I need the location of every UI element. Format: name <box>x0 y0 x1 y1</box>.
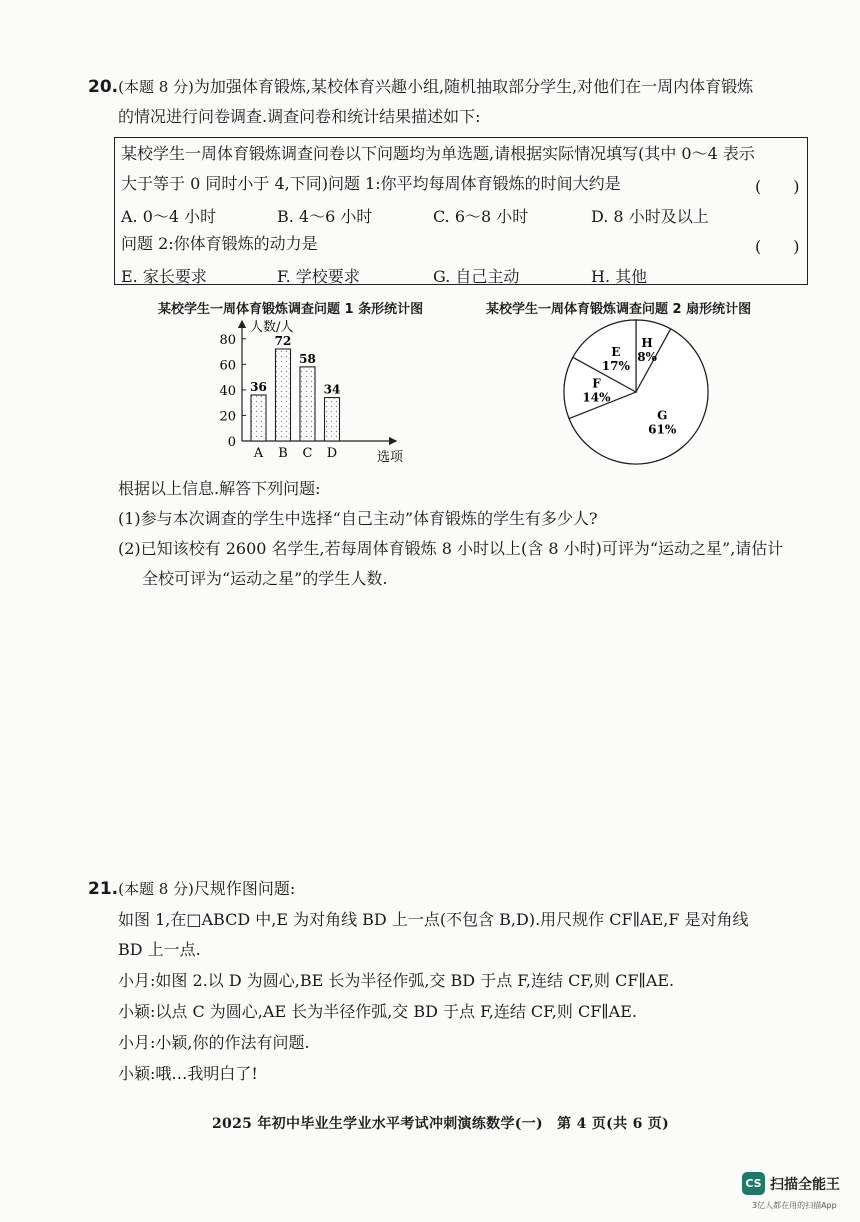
x-axis-label: 选项 <box>377 450 404 465</box>
scanner-logo: CS <box>742 1172 765 1195</box>
q1-answer-paren: ( ) <box>755 177 800 196</box>
bar-value-label: 36 <box>250 380 267 394</box>
q20-intro-line-1 <box>88 77 753 97</box>
pie-chart-title: 某校学生一周体育锻炼调查问题 2 扇形统计图 <box>486 302 752 317</box>
pie-slice-percent: 14% <box>582 390 611 405</box>
q20-points: (本题 8 分) <box>118 78 194 96</box>
option-d: D. 8 小时及以上 <box>591 207 709 226</box>
bar <box>300 367 315 441</box>
q21-xiaoyue-1: 小月:如图 2.以 D 为圆心,BE 长为半径作弧,交 BD 于点 F,连结 CF,则 CF∥AE. <box>118 971 675 990</box>
questionnaire-line-2: 大于等于 0 同时小于 4,下同)问题 1:你平均每周体育锻炼的时间大约是 <box>121 174 621 193</box>
q20-instruction: 根据以上信息.解答下列问题: <box>118 479 321 498</box>
bar <box>276 349 291 441</box>
q20-intro-text: 为加强体育锻炼,某校体育兴趣小组,随机抽取部分学生,对他们在一周内体育锻炼 <box>193 77 754 96</box>
bar <box>251 395 266 441</box>
option-c: C. 6～8 小时 <box>433 207 529 226</box>
pie-slice-percent: 17% <box>601 358 630 373</box>
pie-slice-label: F <box>592 376 601 391</box>
y-axis-label: 人数/人 <box>250 320 294 335</box>
bar-value-label: 58 <box>299 351 316 366</box>
bar-chart-title: 某校学生一周体育锻炼调查问题 1 条形统计图 <box>158 302 424 317</box>
q20-sub-2-line-1: (2)已知该校有 2600 名学生,若每周体育锻炼 8 小时以上(含 8 小时)可评为“运动之星”,请估计 <box>118 539 784 558</box>
q21-xiaoying-2: 小颖:哦…我明白了! <box>118 1064 258 1083</box>
q2-answer-paren: ( ) <box>755 237 800 256</box>
q20-number: 20. <box>88 77 119 97</box>
option-a: A. 0～4 小时 <box>121 207 217 226</box>
q21-xiaoying-1: 小颖:以点 C 为圆心,AE 长为半径作弧,交 BD 于点 F,连结 CF,则 CF∥AE. <box>118 1002 638 1021</box>
questionnaire-box <box>114 137 808 285</box>
option-b: B. 4～6 小时 <box>277 207 373 226</box>
questionnaire-q2: 问题 2:你体育锻炼的动力是 <box>121 234 318 253</box>
q20-sub-2-line-2: 全校可评为“运动之星”的学生人数. <box>142 569 388 588</box>
pie-slice-label: E <box>611 344 621 359</box>
pie-slice-percent: 8% <box>637 349 657 364</box>
bar-value-label: 34 <box>323 382 341 397</box>
pie-slice-label: H <box>641 335 653 350</box>
questionnaire-line-1: 某校学生一周体育锻炼调查问卷以下问题均为单选题,请根据实际情况填写(其中 0～4 表示 <box>121 144 755 163</box>
option-f: F. 学校要求 <box>277 267 360 286</box>
y-tick-label: 40 <box>219 383 236 399</box>
scanner-tagline: 3亿人都在用的扫描App <box>752 1201 837 1210</box>
bar-chart <box>200 315 420 465</box>
q21-header <box>88 879 295 899</box>
y-tick-label: 60 <box>219 358 236 374</box>
q20-intro-line-2: 的情况进行问卷调查.调查问卷和统计结果描述如下: <box>118 107 481 126</box>
q21-number: 21. <box>88 879 119 899</box>
page-footer: 2025 年初中毕业生学业水平考试冲刺演练数学(一) 第 4 页(共 6 页) <box>212 1116 670 1132</box>
option-e: E. 家长要求 <box>121 267 207 286</box>
q21-title: 尺规作图问题: <box>193 879 296 898</box>
q21-line-2: BD 上一点. <box>118 940 201 959</box>
x-tick-label: B <box>278 446 288 461</box>
x-tick-label: C <box>302 446 313 461</box>
option-g: G. 自己主动 <box>433 267 520 286</box>
pie-chart <box>560 312 720 472</box>
x-tick-label: A <box>253 446 264 461</box>
scanner-brand: 扫描全能王 <box>770 1177 840 1193</box>
x-tick-label: D <box>326 446 338 461</box>
q20-sub-1: (1)参与本次调查的学生中选择“自己主动”体育锻炼的学生有多少人? <box>118 509 598 528</box>
pie-slice-percent: 61% <box>648 422 677 437</box>
y-tick-label: 0 <box>227 435 236 450</box>
bar-value-label: 72 <box>274 334 292 348</box>
y-tick-label: 80 <box>219 332 236 348</box>
q21-line-1: 如图 1,在□ABCD 中,E 为对角线 BD 上一点(不包含 B,D).用尺规作 CF∥AE,F 是对角线 <box>118 910 749 929</box>
option-h: H. 其他 <box>591 267 648 286</box>
bar <box>325 398 340 441</box>
pie-slice-label: G <box>657 408 668 423</box>
q21-xiaoyue-2: 小月:小颖,你的作法有问题. <box>118 1033 310 1052</box>
y-tick-label: 20 <box>219 409 236 425</box>
q21-points: (本题 8 分) <box>118 880 194 898</box>
